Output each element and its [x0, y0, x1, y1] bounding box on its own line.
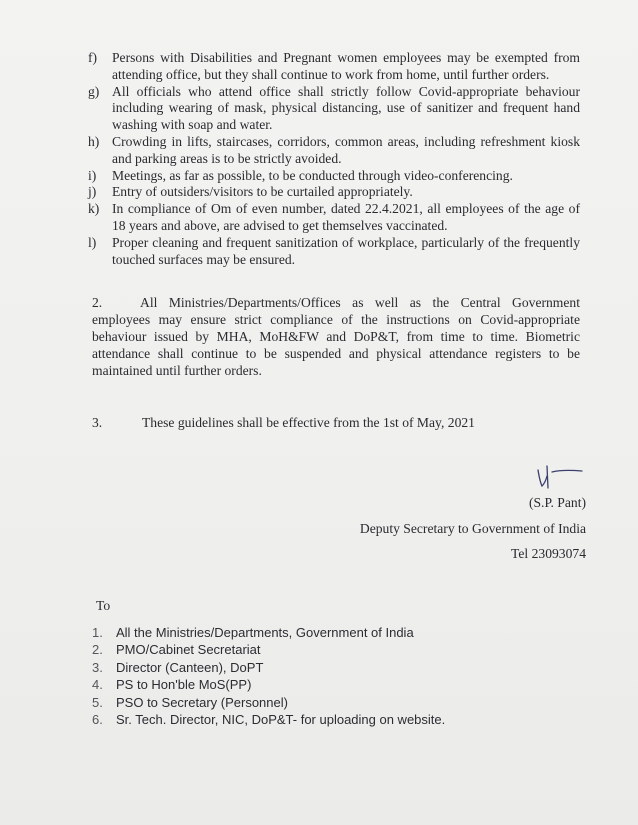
item-marker: h)	[88, 133, 100, 149]
item-text: Crowding in lifts, staircases, corridors, common areas, including refreshment kiosk and parking areas is to be strictly avoided.	[112, 133, 580, 166]
list-item	[88, 134, 580, 168]
item-text: PSO to Secretary (Personnel)	[116, 694, 288, 710]
signatory-telephone: Tel 23093074	[511, 546, 586, 561]
list-item	[88, 235, 580, 269]
item-marker: j)	[88, 184, 97, 200]
item-marker: 1.	[92, 625, 103, 640]
item-marker: 2.	[92, 642, 103, 658]
list-item	[88, 168, 580, 185]
item-text: Proper cleaning and frequent sanitization of workplace, particularly of the frequently touched surfaces may be ensured.	[112, 234, 580, 267]
list-item	[92, 711, 572, 728]
handwritten-signature	[530, 462, 590, 496]
paragraph-text: These guidelines shall be effective from the 1st of May, 2021	[142, 415, 475, 430]
list-item	[88, 184, 580, 201]
item-text: Director (Canteen), DoPT	[116, 659, 264, 675]
item-text: Persons with Disabilities and Pregnant women employees may be exempted from attending office, but they shall continue to work from home, until further orders.	[112, 50, 580, 82]
item-text: PMO/Cabinet Secretariat	[116, 642, 261, 658]
item-marker: g)	[88, 83, 100, 99]
distribution-list	[92, 624, 572, 728]
item-text: PS to Hon'ble MoS(PP)	[116, 677, 252, 693]
signatory-designation: Deputy Secretary to Government of India	[359, 521, 586, 536]
list-item	[92, 659, 572, 676]
list-item	[92, 694, 572, 711]
paragraph-number: 3.	[92, 415, 103, 430]
item-marker: k)	[88, 201, 100, 217]
item-marker: 5.	[92, 694, 103, 710]
list-item	[92, 624, 572, 641]
item-text: In compliance of Om of even number, dated 22.4.2021, all employees of the age of 18 years and above, are advised to get themselves vaccinated.	[112, 201, 580, 233]
item-marker: i)	[88, 167, 97, 183]
item-marker: 4.	[92, 677, 103, 693]
item-marker: l)	[88, 234, 97, 250]
list-item	[88, 201, 580, 235]
paragraph-3	[92, 414, 562, 431]
paragraph-number: 2.	[92, 295, 103, 310]
item-marker: 6.	[92, 712, 103, 728]
item-text: Entry of outsiders/visitors to be curtailed appropriately.	[112, 184, 413, 200]
item-text: All the Ministries/Departments, Government of India	[116, 625, 414, 640]
paragraph-text: All Ministries/Departments/Offices as well as the Central Government employees may ensure strict compliance of the instructions on Covid-appropriate behaviour issued by MHA, MoH&FW and DoP&T, from time to time. Biometric attendance shall continue to be suspended and physical attendance registers to be maintained until further orders.	[92, 295, 580, 378]
to-label: To	[96, 598, 111, 613]
item-text: Sr. Tech. Director, NIC, DoP&T- for uploading on website.	[116, 712, 446, 728]
item-marker: 3.	[92, 659, 103, 675]
list-item	[92, 676, 572, 693]
list-item	[88, 84, 580, 134]
guideline-list	[88, 50, 580, 268]
list-item	[88, 50, 580, 84]
paragraph-2	[92, 294, 580, 379]
item-text: All officials who attend office shall strictly follow Covid-appropriate behaviour including wearing of mask, physical distancing, use of sanitizer and frequent hand washing with soap and water.	[112, 83, 580, 133]
item-marker: f)	[88, 50, 98, 65]
list-item	[92, 641, 572, 658]
item-text: Meetings, as far as possible, to be conducted through video-conferencing.	[112, 167, 513, 183]
signatory-name: (S.P. Pant)	[528, 495, 586, 510]
